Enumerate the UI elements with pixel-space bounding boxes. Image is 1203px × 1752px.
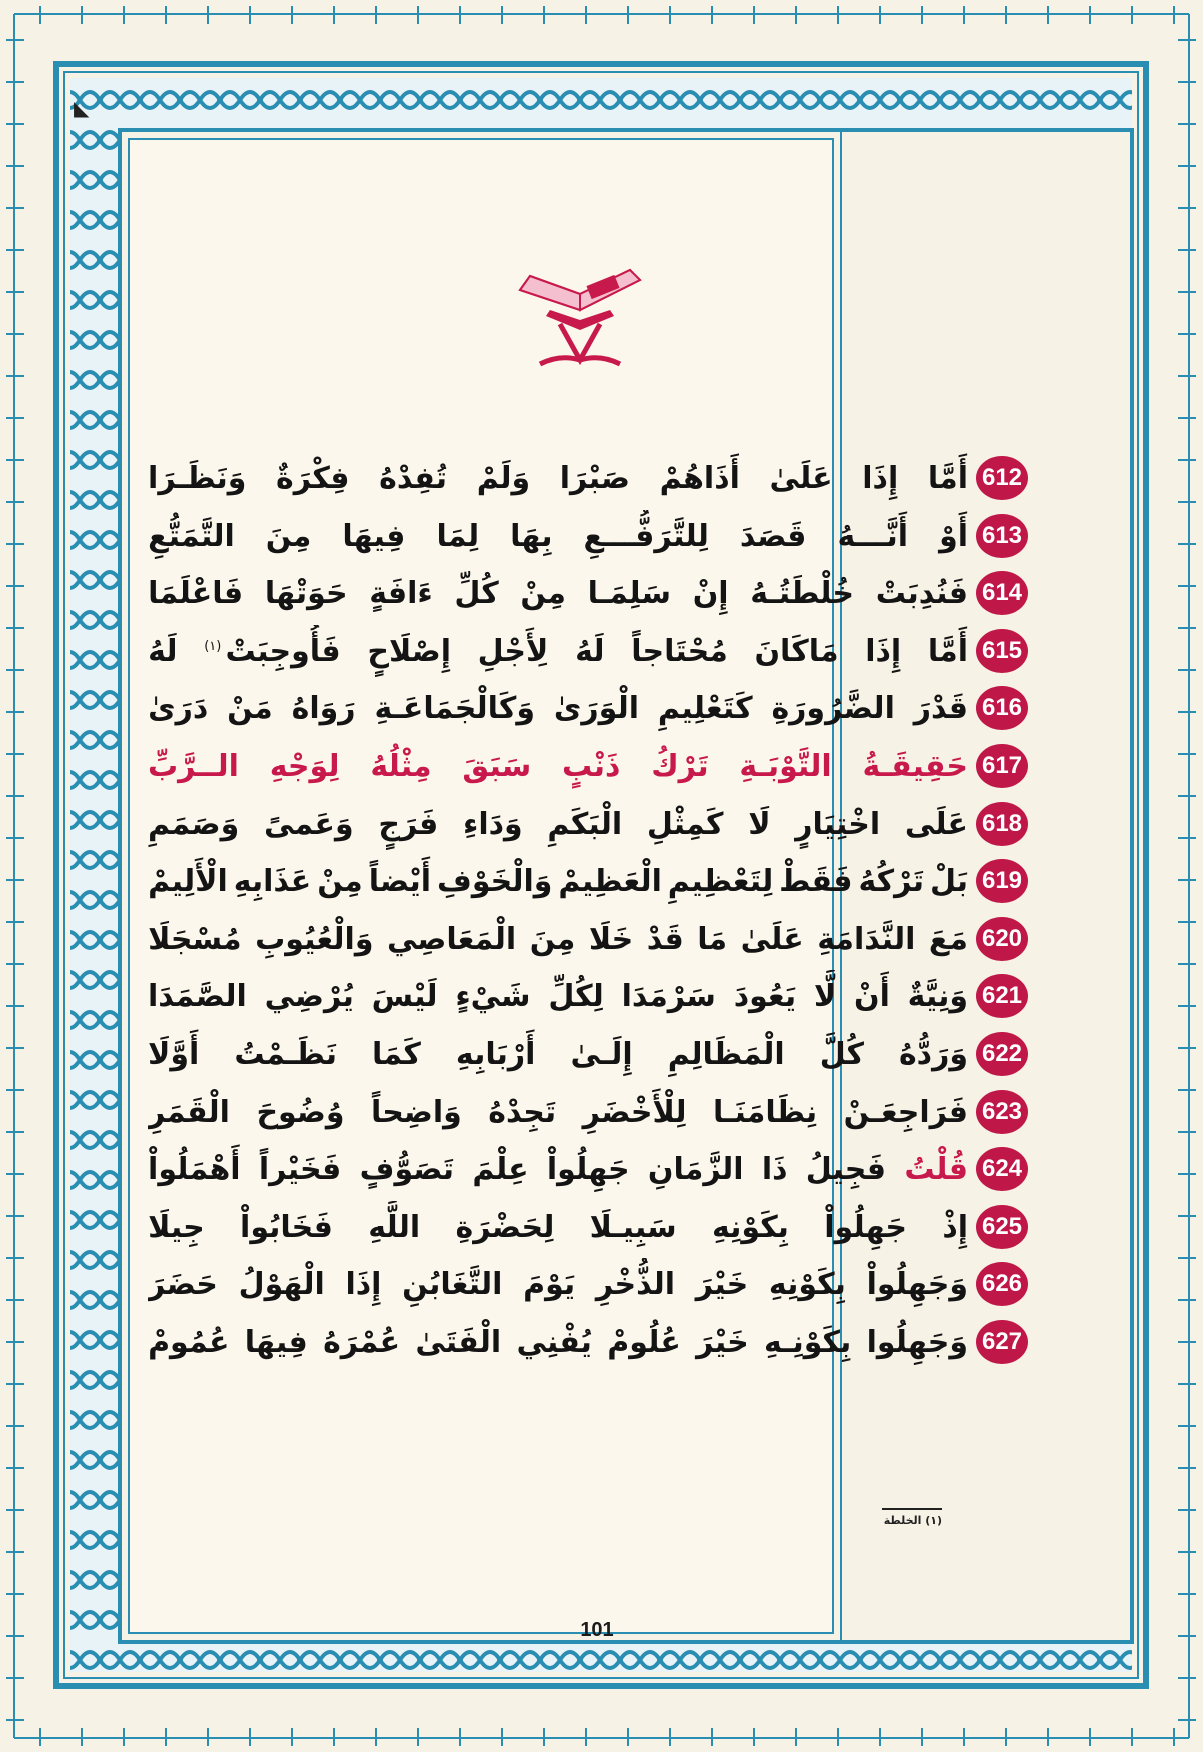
verse-word: وَجَهِلُواْ	[866, 1266, 968, 1302]
verse-word: رَوَاهُ	[291, 690, 356, 726]
verse-word: خَيْرَ	[696, 1324, 749, 1360]
verse-word: ذَا	[761, 1151, 788, 1187]
verse-word: وَنِيَّةٌ	[907, 978, 968, 1014]
verse-word: اخْتِيَارٍ	[795, 806, 881, 842]
verse-number-badge: 624	[976, 1147, 1028, 1191]
verse-word: عُمُومْ	[148, 1324, 230, 1360]
verse-number-badge: 622	[976, 1032, 1028, 1076]
verse-text	[148, 682, 968, 734]
verse-text	[148, 913, 968, 965]
verse-word: مِنَ	[529, 921, 576, 957]
verse-word: الْمَعَاصِي	[387, 921, 517, 957]
verse-word: خَلَا	[588, 921, 634, 957]
page-number: 101	[580, 1619, 614, 1641]
verse-row	[148, 853, 1038, 909]
verse-word: لَهُ	[148, 633, 178, 669]
verse-word: جَهِلُواْ	[546, 1151, 630, 1187]
verse-word: مِنْ	[520, 575, 566, 611]
verse-word: الْوَرَىٰ	[553, 690, 640, 726]
verse-word: كُلَّ	[819, 1036, 864, 1072]
verse-text	[148, 855, 968, 907]
verse-word: الــرَّبِّ	[148, 748, 239, 784]
verse-word: مَاكَانَ	[754, 633, 839, 669]
footnote: (١) الخلطة	[883, 1514, 942, 1527]
verse-word: بِكَوْنِـهِ	[764, 1324, 852, 1360]
verse-word: إِذَا	[345, 1266, 382, 1302]
verse-word: فِيهَا	[342, 518, 406, 554]
verse-word: الْقَمَرِ	[148, 1094, 230, 1130]
verse-word: تَرْكُهُ	[858, 863, 925, 899]
verse-word: سَبَقَ	[462, 748, 532, 784]
verse-word: وَالْخَوْفِ	[436, 863, 553, 899]
verse-row	[148, 796, 1038, 852]
verse-word: إِلَـىٰ	[570, 1036, 633, 1072]
verse-text	[148, 798, 968, 850]
verse-word: عَلَىٰ	[769, 460, 833, 496]
verse-text	[148, 625, 968, 677]
verse-text	[148, 1258, 968, 1310]
verse-word: الْعَظِيمْ	[558, 863, 662, 899]
verse-text	[148, 970, 968, 1022]
verse-row	[148, 508, 1038, 564]
verse-text	[148, 740, 968, 792]
verse-row	[148, 680, 1038, 736]
verse-word: أَهْمَلُواْ	[148, 1151, 241, 1187]
verse-word: مَنْ	[227, 690, 273, 726]
verse-word: الضَّرُورَةِ	[771, 690, 895, 726]
verse-word: فَرَاجِعَـنْ	[843, 1094, 968, 1130]
verse-word: كَمِثْلِ	[646, 806, 724, 842]
verse-word: إِصْلَاحٍ	[367, 633, 451, 669]
verse-word: حَوَتْهَا	[264, 575, 348, 611]
verse-word: الذُّخْرِ	[595, 1266, 675, 1302]
verse-number-badge: 626	[976, 1262, 1028, 1306]
verse-word: وَرَدُّهُ	[898, 1036, 968, 1072]
verse-word: خَيْرَ	[695, 1266, 749, 1302]
verse-word: قَصَدَ	[739, 518, 807, 554]
verse-word: مِنَ	[265, 518, 312, 554]
verse-word: أَوَّلَا	[148, 1036, 200, 1072]
verse-word: حَضَرَ	[148, 1266, 218, 1302]
verse-word: أَمَّا	[927, 460, 968, 496]
verse-word: عُمْرَهُ	[323, 1324, 401, 1360]
verse-number-badge: 619	[976, 859, 1028, 903]
verse-word: فَخَيْراً	[258, 1151, 342, 1187]
verse-word: إِذَا	[862, 460, 899, 496]
verse-word: دَرَىٰ	[148, 690, 209, 726]
verse-row	[148, 450, 1038, 506]
verse-word: لَيْسَ	[371, 978, 438, 1014]
verse-text	[148, 1201, 968, 1253]
verse-number-badge: 621	[976, 974, 1028, 1018]
verse-word: لَّا	[813, 978, 837, 1014]
verse-word: الْأَلِيمْ	[148, 863, 228, 899]
verse-word: لِلتَّرَفُّـــعِ	[583, 518, 709, 554]
verse-number-badge: 615	[976, 629, 1028, 673]
corner-mark: ◣	[74, 96, 90, 120]
verse-number-badge: 612	[976, 456, 1028, 500]
verse-word: بِكَوْنِهِ	[711, 1209, 789, 1245]
verse-word: تَصَوُّفٍ	[359, 1151, 455, 1187]
verse-text	[148, 452, 968, 504]
verse-word: لَهُ	[575, 633, 605, 669]
verse-word: بِهَا	[510, 518, 553, 554]
verse-word: الصَّمَدَا	[148, 978, 247, 1014]
verse-word: سَبِيـلَا	[589, 1209, 677, 1245]
verse-word: سَلِمَـا	[587, 575, 671, 611]
verse-word: وُضُوحَ	[256, 1094, 345, 1130]
verse-row	[148, 1141, 1038, 1197]
verse-word: مِثْلُهُ	[370, 748, 432, 784]
verse-word: جِيلَا	[148, 1209, 205, 1245]
verse-word: إِذْ	[942, 1209, 968, 1245]
verse-word: يُرْضِي	[264, 978, 354, 1014]
verse-text	[148, 1316, 968, 1368]
verse-word: وَكَالْجَمَاعَـةِ	[374, 690, 535, 726]
verse-text	[148, 1086, 968, 1138]
verse-word: الْفَتَىٰ	[415, 1324, 502, 1360]
verse-word: إِنْ	[692, 575, 729, 611]
verse-number-badge: 617	[976, 744, 1028, 788]
verse-row	[148, 623, 1038, 679]
verse-number-badge: 613	[976, 514, 1028, 558]
verse-word: كُلِّ	[454, 575, 499, 611]
verse-word: فَنُدِبَتْ	[875, 575, 968, 611]
verse-word: لِأَجْلِ	[477, 633, 549, 669]
verse-text	[148, 1028, 968, 1080]
verse-row	[148, 1199, 1038, 1255]
verse-word: فَأُوجِبَتْ $^{(١)}$	[204, 633, 341, 669]
verse-word: لِحَضْرَةِ	[455, 1209, 555, 1245]
verse-word: لِلْأَخْضَرِ	[582, 1094, 687, 1130]
verse-word: يَعُودَ	[733, 978, 797, 1014]
verse-word: الزَّمَانِ	[647, 1151, 744, 1187]
verse-word: نَظَـمْتُ	[234, 1036, 337, 1072]
verse-word: الْهَوْلُ	[238, 1266, 325, 1302]
verse-word: التَّمَتُّعِ	[148, 518, 235, 554]
verse-row	[148, 565, 1038, 621]
verse-word: فِيهَا	[244, 1324, 308, 1360]
verse-row	[148, 738, 1038, 794]
verse-number-badge: 620	[976, 917, 1028, 961]
verse-word: مِنْ	[317, 863, 363, 899]
verse-word: يُفْنِي	[516, 1324, 592, 1360]
verse-number-badge: 627	[976, 1320, 1028, 1364]
verse-word: نِظَامَنَـا	[713, 1094, 818, 1130]
verse-word: لِمَا	[436, 518, 480, 554]
verse-word: وَاضِحاً	[370, 1094, 462, 1130]
verse-word: مَعَ	[928, 921, 968, 957]
verse-word: وَلَمْ	[476, 460, 531, 496]
verse-row	[148, 1026, 1038, 1082]
verse-word: كَتَعْلِيمِ	[657, 690, 753, 726]
verse-word: فَجِيلُ	[805, 1151, 887, 1187]
verse-number-badge: 625	[976, 1205, 1028, 1249]
verse-number-badge: 614	[976, 571, 1028, 615]
verse-word: جَهِلُواْ	[824, 1209, 908, 1245]
verse-word: وَصَمَمِ	[148, 806, 240, 842]
verse-word: أَيْضاً	[368, 863, 432, 899]
verse-lead-word: قُلْتُ	[904, 1151, 968, 1187]
verse-number-badge: 623	[976, 1090, 1028, 1134]
verse-word: عَلَىٰ	[740, 921, 804, 957]
verse-word: فَرَجٍ	[378, 806, 439, 842]
verse-word: شَيْءٍ	[455, 978, 531, 1014]
verse-word: تَجِدْهُ	[488, 1094, 557, 1130]
verse-word: أَرْبَابِهِ	[455, 1036, 536, 1072]
verse-word: قَدْرَ	[913, 690, 968, 726]
verse-word: عَذَابِهِ	[233, 863, 312, 899]
verse-text	[148, 567, 968, 619]
verse-word: قَدْ	[646, 921, 684, 957]
verse-word: أَمَّا	[927, 633, 968, 669]
verse-word: تَرْكُ	[651, 748, 709, 784]
verse-word: عُلُومْ	[607, 1324, 681, 1360]
quran-book-on-stand-icon	[510, 250, 650, 380]
verse-word: ءَافَةٍ	[369, 575, 433, 611]
verse-text	[148, 1143, 968, 1195]
verse-word: ذَنْبٍ	[561, 748, 621, 784]
verse-word: سَرْمَدَا	[621, 978, 716, 1014]
verse-word: وَجَهِلُوا	[866, 1324, 968, 1360]
verse-row	[148, 911, 1038, 967]
verse-word: خُلْطَتُـهُ	[750, 575, 855, 611]
verse-word: تُفِدْهُ	[379, 460, 448, 496]
verse-word: عَلَى	[904, 806, 968, 842]
footnote-rule	[882, 1508, 942, 1510]
verse-word: مُسْجَلَا	[148, 921, 242, 957]
verse-word: لِكُلِّ	[548, 978, 604, 1014]
verse-word: بَلْ	[929, 863, 968, 899]
verse-word: الْمَظَالِمِ	[667, 1036, 785, 1072]
verse-word: وَدَاءِ	[463, 806, 523, 842]
verse-word: وَنَظَـرَا	[148, 460, 247, 496]
verse-word: يَوْمَ	[523, 1266, 576, 1302]
verse-word: لِوَجْهِ	[269, 748, 340, 784]
verse-word: التَّغَابُنِ	[402, 1266, 503, 1302]
verse-word: لَا	[748, 806, 771, 842]
verse-text	[148, 510, 968, 562]
verse-word: مُحْتَاجاً	[631, 633, 728, 669]
verse-word: أَنْ	[853, 978, 890, 1014]
verse-word: كَمَا	[372, 1036, 421, 1072]
verse-word: النَّدَامَةِ	[817, 921, 916, 957]
verse-word: اللَّهِ	[368, 1209, 421, 1245]
verse-word: حَقِيقَـةُ	[862, 748, 968, 784]
verse-word: فَخَابُواْ	[240, 1209, 333, 1245]
verse-word: لِتَعْظِيمِ	[667, 863, 774, 899]
verse-number-badge: 616	[976, 686, 1028, 730]
verse-word: وَالْعُيُوبِ	[255, 921, 374, 957]
verse-row	[148, 1256, 1038, 1312]
verse-word: وَعَمىً	[264, 806, 354, 842]
verse-word: أَذَاهُمْ	[659, 460, 740, 496]
verse-word: فَاعْلَمَا	[148, 575, 244, 611]
verse-row	[148, 1314, 1038, 1370]
verse-word: صَبْرَا	[559, 460, 630, 496]
verse-word: أَوْ	[939, 518, 968, 554]
verse-word: فَقَطْ	[779, 863, 853, 899]
verse-word: بِكَوْنِهِ	[768, 1266, 846, 1302]
verse-word: أَنَّـــهُ	[837, 518, 909, 554]
verse-word: عِلْمَ	[472, 1151, 529, 1187]
footnote-marker: (١)	[204, 638, 226, 654]
verse-row	[148, 968, 1038, 1024]
verse-word: إِذَا	[865, 633, 902, 669]
verse-number-badge: 618	[976, 802, 1028, 846]
verse-word: الْبَكَمِ	[547, 806, 623, 842]
verse-row	[148, 1084, 1038, 1140]
verse-word: التَّوْبَـةِ	[739, 748, 832, 784]
verse-word: فِكْرَةٌ	[276, 460, 350, 496]
verse-word: مَا	[697, 921, 728, 957]
